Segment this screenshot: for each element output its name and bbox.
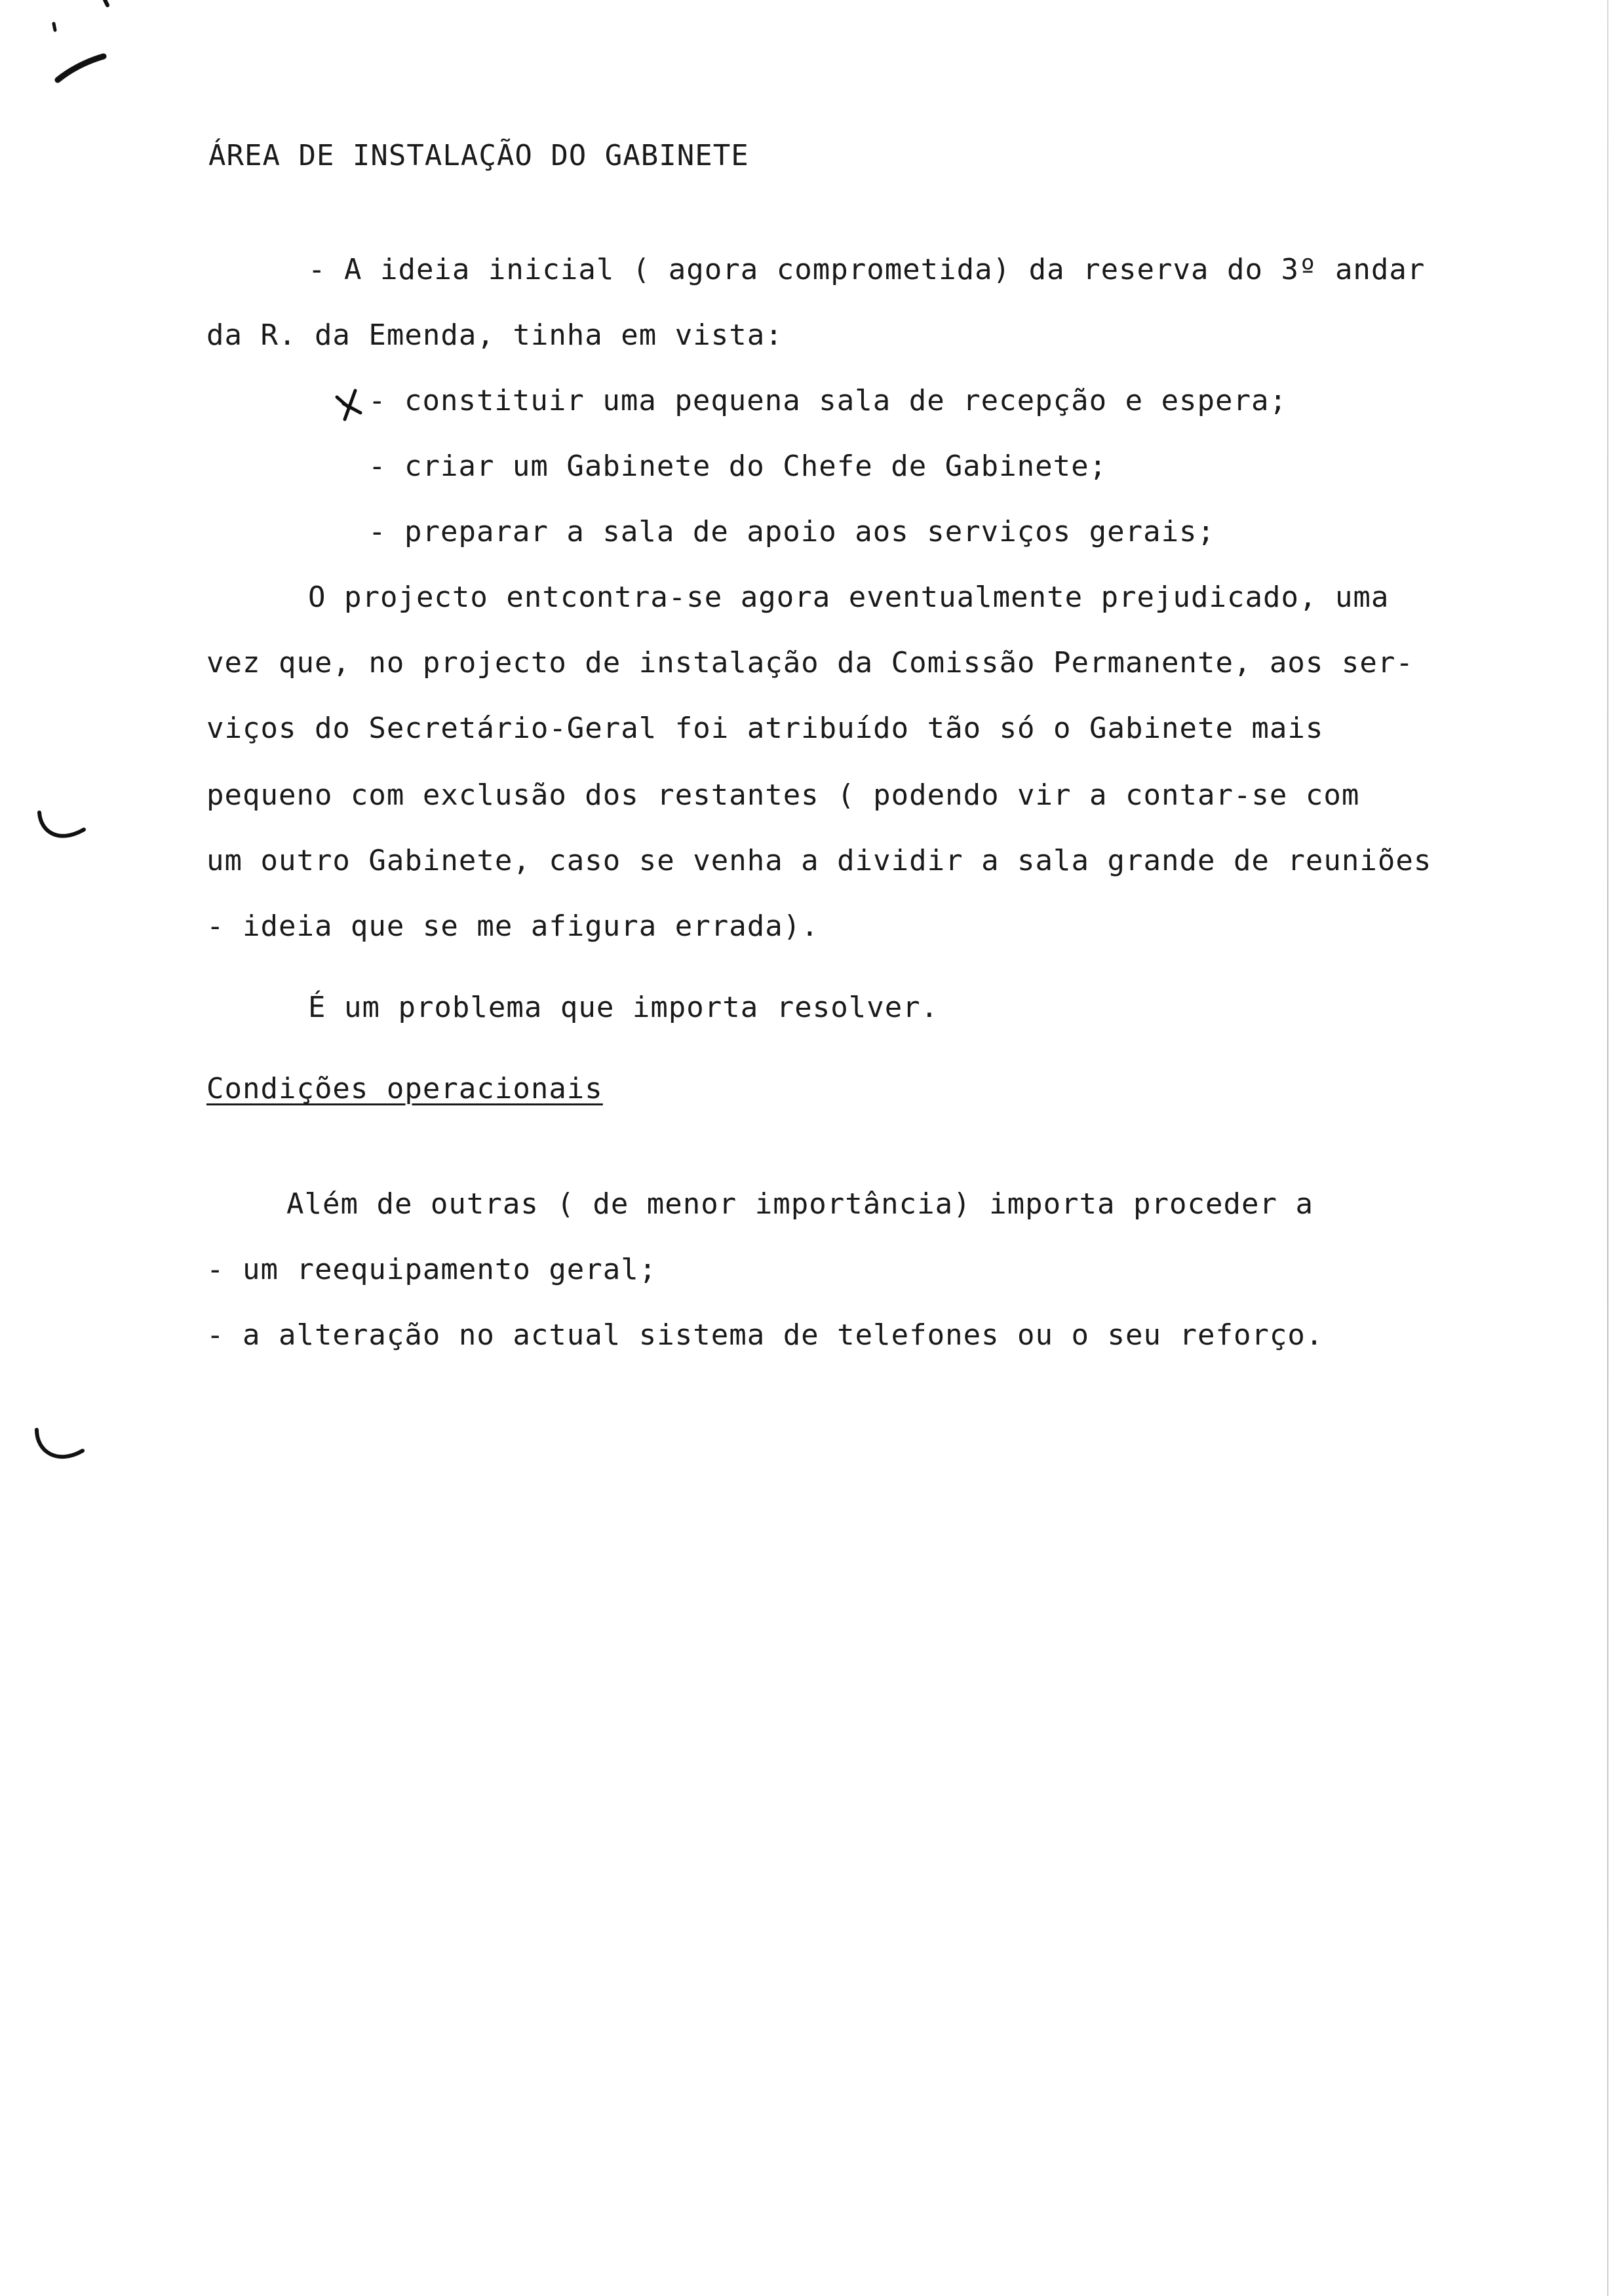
punch-hole-icon (33, 806, 92, 852)
list-item: - criar um Gabinete do Chefe de Gabinete; (368, 450, 1108, 483)
paragraph-line: - ideia que se me afigura errada). (206, 909, 819, 943)
paragraph-line: O projecto entcontra-se agora eventualmente prejudicado, uma (308, 581, 1390, 614)
checkmark-icon (334, 387, 367, 423)
page-edge (1607, 0, 1608, 2296)
list-item: - a alteração no actual sistema de telefones ou o seu reforço. (206, 1318, 1324, 1352)
section-heading: Condições operacionais (206, 1072, 603, 1105)
paragraph-line: um outro Gabinete, caso se venha a dividir a sala grande de reuniões (206, 844, 1432, 877)
paragraph-line: - A ideia inicial ( agora comprometida) da reserva do 3º andar (308, 253, 1426, 286)
paragraph-line: Além de outras ( de menor importância) importa proceder a (286, 1187, 1313, 1221)
pen-mark-icon (39, 0, 118, 92)
paragraph-line: da R. da Emenda, tinha em vista: (206, 318, 783, 352)
list-item: - um reequipamento geral; (206, 1253, 657, 1286)
paragraph-line: pequeno com exclusão dos restantes ( podendo vir a contar-se com (206, 778, 1360, 812)
punch-hole-icon (30, 1422, 89, 1474)
paragraph-line: É um problema que importa resolver. (308, 991, 939, 1024)
page-title: ÁREA DE INSTALAÇÃO DO GABINETE (208, 139, 749, 172)
list-item: - constituir uma pequena sala de recepção e espera; (368, 384, 1288, 417)
paragraph-line: viços do Secretário-Geral foi atribuído tão só o Gabinete mais (206, 712, 1324, 745)
paragraph-line: vez que, no projecto de instalação da Comissão Permanente, aos ser- (206, 646, 1414, 679)
list-item: - preparar a sala de apoio aos serviços gerais; (368, 515, 1216, 548)
